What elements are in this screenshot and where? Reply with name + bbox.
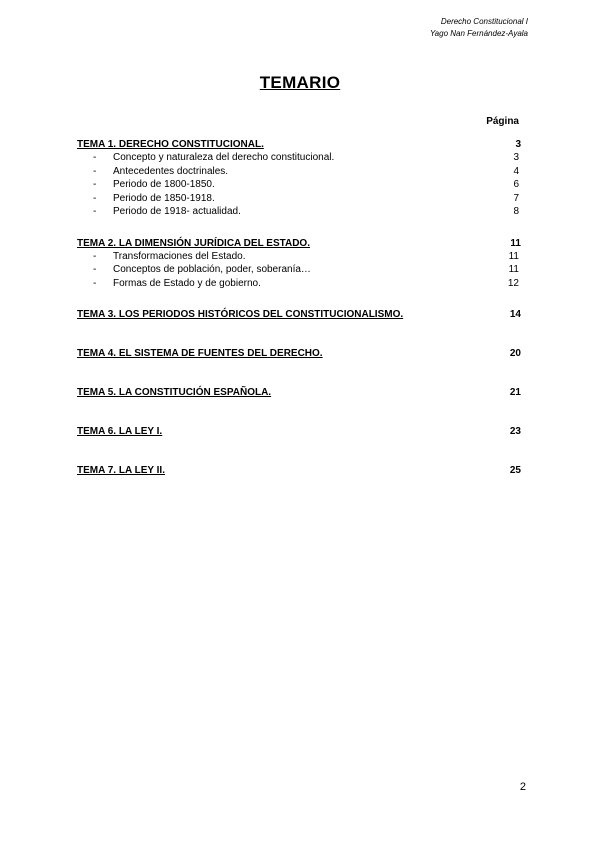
toc-section-page: 23 [509,426,521,437]
toc-section-title: TEMA 4. EL SISTEMA DE FUENTES DEL DERECHO. [77,348,323,359]
toc-item-page: 8 [513,206,519,217]
toc-item-text: Periodo de 1918- actualidad. [113,206,241,217]
toc-item-text: Concepto y naturaleza del derecho constitucional. [113,152,335,163]
document-title: TEMARIO [259,73,341,92]
toc-item [77,193,521,207]
toc-section-heading [77,426,521,439]
toc-item [77,251,521,265]
toc-section [77,309,521,322]
toc-item-text: Conceptos de población, poder, soberanía… [113,264,311,275]
page-header [430,16,528,40]
toc-section-title: TEMA 5. LA CONSTITUCIÓN ESPAÑOLA. [77,387,272,398]
bullet-dash: - [93,192,97,204]
toc-item-text: Transformaciones del Estado. [113,250,246,262]
toc-item-page: 11 [508,264,519,275]
toc-section [77,238,521,292]
toc-section-heading [77,465,521,478]
toc-item-text: Periodo de 1800-1850. [113,179,215,190]
toc-section-title: TEMA 2. LA DIMENSIÓN JURÍDICA DEL ESTADO. [77,237,310,249]
toc-item-text: Formas de Estado y de gobierno. [113,277,261,289]
toc-section [77,139,521,220]
toc-item-page: 7 [513,192,519,204]
toc-section [77,465,521,478]
toc-item-page: 6 [513,179,519,190]
toc-item [77,152,521,166]
bullet-dash: - [93,277,97,289]
toc-section-title: TEMA 6. LA LEY I. [77,426,163,437]
bullet-dash: - [93,264,97,275]
toc-section-heading [77,139,521,152]
toc-section-heading [77,348,521,361]
page-column-label: Página [486,116,519,127]
toc-section-title: TEMA 1. DERECHO CONSTITUCIONAL. [77,139,264,150]
bullet-dash: - [93,250,97,262]
toc-item-page: 11 [508,250,519,262]
toc-item-text: Periodo de 1850-1918. [113,192,215,204]
toc-section-page: 14 [509,309,521,320]
toc-item [77,179,521,193]
toc-section-page: 3 [515,139,521,150]
toc-item [77,278,521,292]
bullet-dash: - [93,179,97,190]
toc-section-title: TEMA 3. LOS PERIODOS HISTÓRICOS DEL CONSTITUCIONALISMO. [77,309,404,320]
toc-section-page: 25 [509,465,521,476]
toc-section-heading [77,387,521,400]
toc-item [77,264,521,278]
header-course: Derecho Constitucional I [440,17,528,26]
toc-item [77,166,521,180]
toc-section-page: 11 [510,237,521,249]
toc-item-text: Antecedentes doctrinales. [113,165,229,177]
toc-section-heading [77,238,521,251]
toc-item-page: 4 [513,165,519,177]
toc-item-page: 12 [507,277,519,289]
toc-section-title: TEMA 7. LA LEY II. [77,465,165,476]
page-number: 2 [519,781,526,793]
bullet-dash: - [93,152,97,163]
bullet-dash: - [93,206,97,217]
toc-item-page: 3 [513,152,519,163]
table-of-contents [77,139,521,504]
toc-section [77,348,521,361]
bullet-dash: - [93,165,97,177]
toc-section-heading [77,309,521,322]
toc-section-page: 20 [509,348,521,359]
header-author: Yago Nan Fernández-Ayala [429,29,528,38]
toc-section-page: 21 [509,387,521,398]
toc-item [77,206,521,220]
toc-section [77,426,521,439]
toc-section [77,387,521,400]
